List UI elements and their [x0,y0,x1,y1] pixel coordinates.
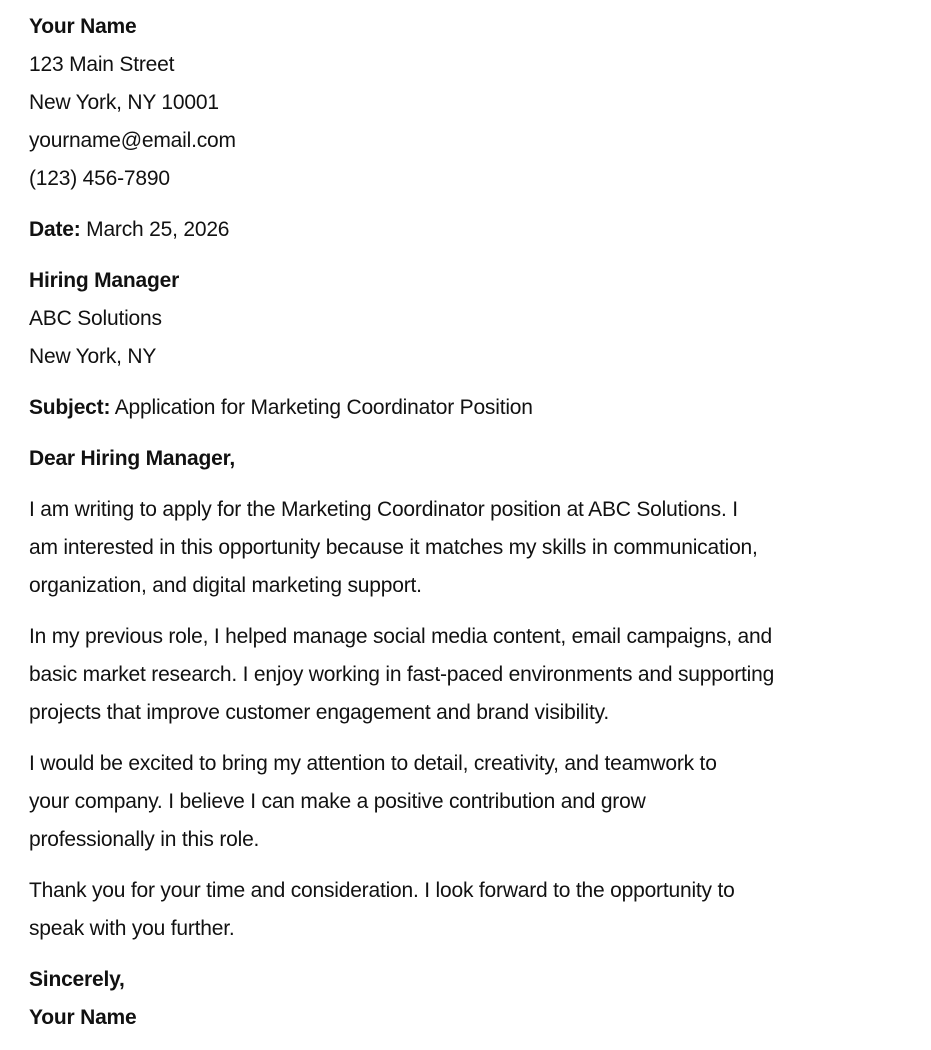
body-line: professionally in this role. [29,828,260,851]
sender-city-state-zip: New York, NY 10001 [29,91,219,114]
subject-block [29,389,924,427]
body-line: I am writing to apply for the Marketing Coordinator position at ABC Solutions. I [29,498,738,521]
body-line: I would be excited to bring my attention to detail, creativity, and teamwork to [29,752,717,775]
body-paragraph-4 [29,872,924,948]
body-line: organization, and digital marketing support. [29,574,422,597]
date-value: March 25, 2026 [86,218,230,241]
body-line: In my previous role, I helped manage social media content, email campaigns, and [29,625,772,648]
body-line: am interested in this opportunity because it matches my skills in communication, [29,536,758,559]
sender-block [29,8,924,198]
sender-street: 123 Main Street [29,53,175,76]
subject-line [29,389,924,427]
signature: Your Name [29,1006,137,1029]
subject-value: Application for Marketing Coordinator Position [114,396,533,419]
recipient-company: ABC Solutions [29,307,162,330]
body-paragraph-1 [29,491,924,605]
body-line: Thank you for your time and consideration. I look forward to the opportunity to [29,879,735,902]
body-line: projects that improve customer engagement and brand visibility. [29,701,609,724]
body-paragraph-3 [29,745,924,859]
body-line: your company. I believe I can make a positive contribution and grow [29,790,646,813]
valediction: Sincerely, [29,968,125,991]
sender-name: Your Name [29,15,137,38]
sender-email: yourname@email.com [29,129,236,152]
body-line: basic market research. I enjoy working in fast-paced environments and supporting [29,663,775,686]
recipient-title: Hiring Manager [29,269,180,292]
sender-phone: (123) 456-7890 [29,167,170,190]
salutation: Dear Hiring Manager, [29,447,236,470]
salutation-block [29,440,924,478]
date-label: Date: [29,218,81,241]
closing-block [29,961,924,1037]
recipient-block [29,262,924,376]
subject-label: Subject: [29,396,111,419]
recipient-location: New York, NY [29,345,157,368]
date-block [29,211,924,249]
body-line: speak with you further. [29,917,235,940]
body-paragraph-2 [29,618,924,732]
date-line [29,211,924,249]
